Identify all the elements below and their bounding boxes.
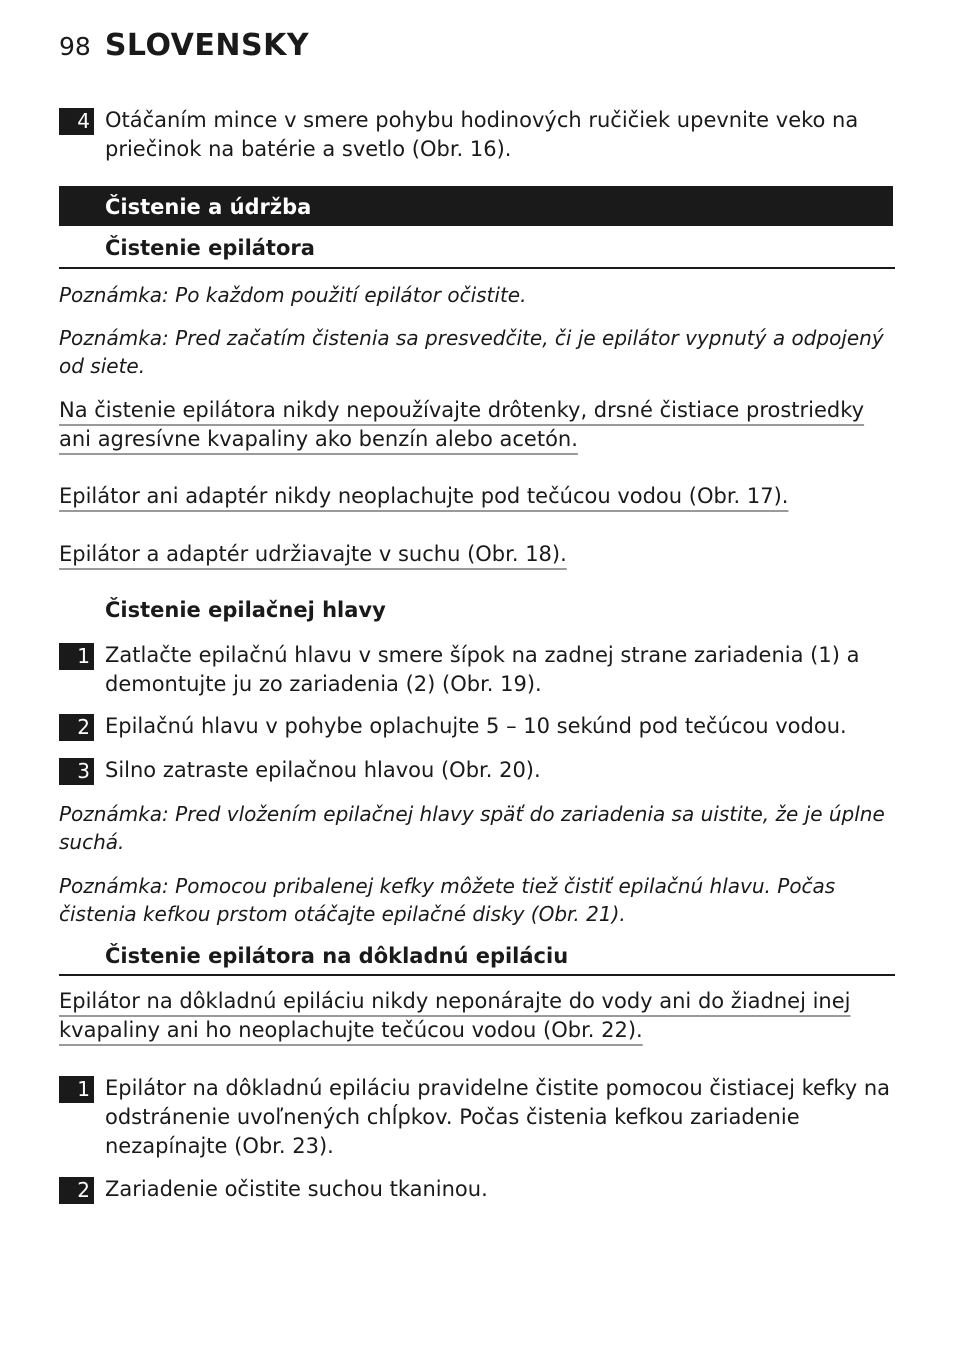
subheading-cleaning-thorough: Čistenie epilátora na dôkladnú epiláciu xyxy=(59,944,895,976)
step-item xyxy=(59,106,899,164)
warning-text xyxy=(59,396,899,454)
step-number: 1 xyxy=(59,643,94,670)
page-number: 98 xyxy=(59,32,91,61)
subheading-cleaning-head: Čistenie epilačnej hlavy xyxy=(105,598,386,622)
step-number: 1 xyxy=(59,1076,94,1103)
warning-text xyxy=(59,987,899,1045)
step-item xyxy=(59,756,899,785)
section-heading: Čistenie a údržba xyxy=(59,186,893,226)
page-header xyxy=(59,28,309,63)
step-number: 2 xyxy=(59,714,94,741)
note: Poznámka: Po každom použití epilátor očistite. xyxy=(59,283,527,307)
step-text: Zatlačte epilačnú hlavu v smere šípok na zadnej strane zariadenia (1) a demontujte ju zo zariadenia (2) (Obr. 19). xyxy=(105,643,860,696)
note: Poznámka: Pred začatím čistenia sa presvedčite, či je epilátor vypnutý a odpojený od siete. xyxy=(59,326,884,378)
subheading-cleaning-epilator: Čistenie epilátora xyxy=(59,236,895,269)
step-number: 3 xyxy=(59,758,94,785)
step-text: Epilátor na dôkladnú epiláciu pravidelne čistite pomocou čistiacej kefky na odstránenie uvoľnených chĺpkov. Počas čistenia kefkou zariadenie nezapínajte (Obr. 23). xyxy=(105,1076,891,1158)
step-text: Silno zatraste epilačnou hlavou (Obr. 20). xyxy=(105,758,541,782)
step-item xyxy=(59,1175,899,1204)
warning-line: Epilátor na dôkladnú epiláciu nikdy neponárajte do vody ani do žiadnej inej kvapaliny ani ho neoplachujte tečúcou vodou (Obr. 22). xyxy=(59,989,851,1042)
warning-line: Epilátor ani adaptér nikdy neoplachujte pod tečúcou vodou (Obr. 17). xyxy=(59,484,789,508)
language-title: SLOVENSKY xyxy=(104,28,310,63)
warning-line: Epilátor a adaptér udržiavajte v suchu (Obr. 18). xyxy=(59,542,567,566)
step-text: Otáčaním mince v smere pohybu hodinových ručičiek upevnite veko na priečinok na batérie a svetlo (Obr. 16). xyxy=(105,108,859,161)
step-text: Epilačnú hlavu v pohybe oplachujte 5 – 10 sekúnd pod tečúcou vodou. xyxy=(105,714,847,738)
warning-line: Na čistenie epilátora nikdy nepoužívajte drôtenky, drsné čistiace prostriedky ani agresívne kvapaliny ako benzín alebo acetón. xyxy=(59,398,865,451)
step-text: Zariadenie očistite suchou tkaninou. xyxy=(105,1177,488,1201)
note: Poznámka: Pomocou pribalenej kefky môžete tiež čistiť epilačnú hlavu. Počas čistenia kefkou prstom otáčajte epilačné disky (Obr. 21). xyxy=(59,874,836,926)
step-number: 4 xyxy=(59,108,94,135)
step-number: 2 xyxy=(59,1177,94,1204)
step-item xyxy=(59,641,899,699)
step-item xyxy=(59,1074,899,1161)
step-item xyxy=(59,712,899,741)
warning-text xyxy=(59,540,899,569)
note: Poznámka: Pred vložením epilačnej hlavy späť do zariadenia sa uistite, že je úplne suchá. xyxy=(59,802,885,854)
warning-text xyxy=(59,482,899,511)
